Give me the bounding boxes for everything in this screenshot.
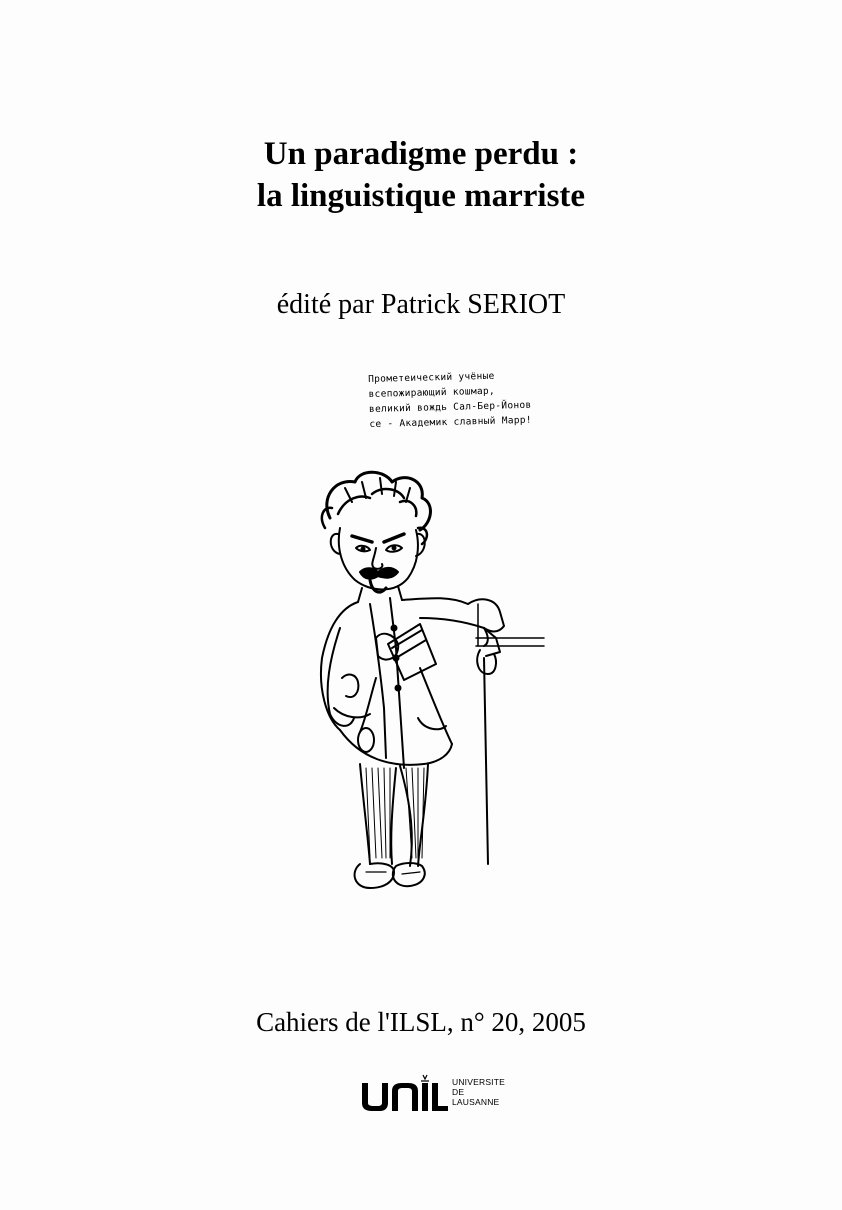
caption-line: великий вождь Сал-Бер-Йонов: [368, 399, 532, 415]
caricature-illustration: [300, 468, 550, 908]
caption-line: Прометеический учёные: [368, 370, 495, 385]
caption-line: всепожирающий кошмар,: [368, 385, 496, 400]
editor-credit: édité par Patrick SERIOT: [276, 289, 566, 320]
caption-line: се - Академик славный Марр!: [369, 414, 532, 430]
title-line-1: Un paradigme perdu :: [263, 136, 579, 172]
unil-logo-icon: [360, 1073, 450, 1113]
university-name: [452, 1077, 505, 1107]
university-logo: [360, 1073, 520, 1113]
handwritten-caption: [368, 367, 570, 432]
series-line: Cahiers de l'ILSL, n° 20, 2005: [256, 1007, 586, 1037]
logo-text-line: UNIVERSITE: [452, 1077, 506, 1087]
logo-text-line: LAUSANNE: [452, 1097, 500, 1107]
logo-text-line: DE: [452, 1087, 465, 1097]
title-line-2: la linguistique marriste: [256, 178, 586, 214]
